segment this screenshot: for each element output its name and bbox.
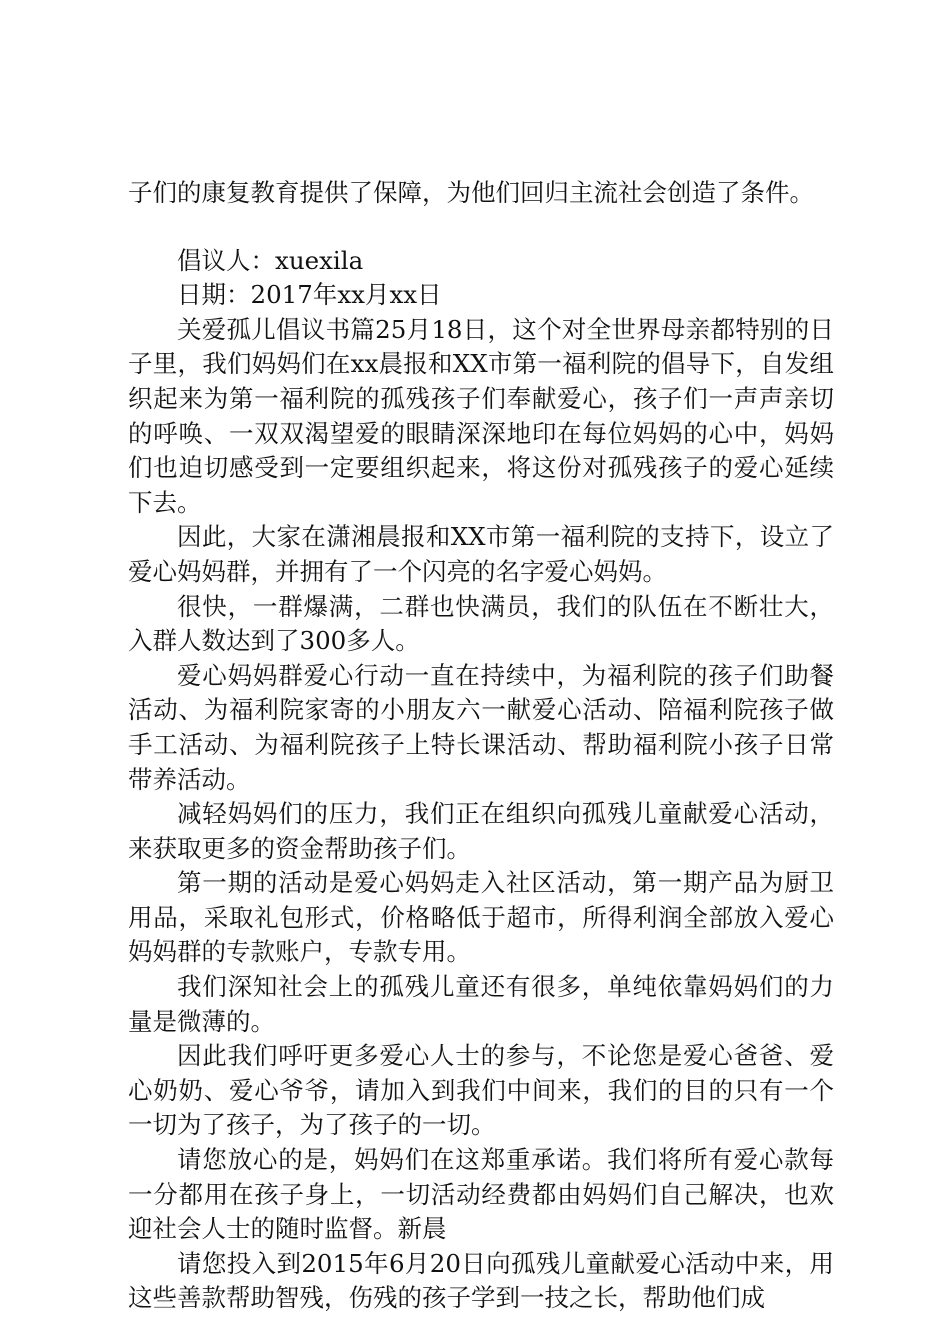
paragraph-3: 很快，一群爆满，二群也快满员，我们的队伍在不断壮大，入群人数达到了300多人。 [128,591,834,656]
paragraph-5: 减轻妈妈们的压力，我们正在组织向孤残儿童献爱心活动，来获取更多的资金帮助孩子们。 [128,799,834,863]
paragraph-2: 因此，大家在潇湘晨报和XX市第一福利院的支持下，设立了爱心妈妈群，并拥有了一个闪亮的名字爱心妈妈。 [128,522,834,586]
paragraph-6: 第一期的活动是爱心妈妈走入社区活动，第一期产品为厨卫用品，采取礼包形式，价格略低于超市，所得利润全部放入爱心妈妈群的专款账户，专款专用。 [128,868,834,967]
paragraph-1: 关爱孤儿倡议书篇25月18日，这个对全世界母亲都特别的日子里，我们妈妈们在xx晨报和XX市第一福利院的倡导下，自发组织起来为第一福利院的孤残孩子们奉献爱心，孩子们一声声亲切的呼唤、一双双渴望爱的眼睛深深地印在每位妈妈的心中，妈妈们也迫切感受到一定要组织起来，将这份对孤残孩子的爱心延续下去。 [128,314,834,517]
paragraph-gap [128,211,834,244]
paragraph-10: 请您投入到2015年6月20日向孤残儿童献爱心活动中来，用这些善款帮助智残，伤残的孩子学到一技之长，帮助他们成 [128,1248,834,1313]
paragraph-9: 请您放心的是，妈妈们在这郑重承诺。我们将所有爱心款每一分都用在孩子身上，一切活动经费都由妈妈们自己解决，也欢迎社会人士的随时监督。新晨 [128,1145,834,1244]
document-body [128,176,834,1316]
initiator-line: 倡议人：xuexila [177,245,364,275]
paragraph-4: 爱心妈妈群爱心行动一直在持续中，为福利院的孩子们助餐活动、为福利院家寄的小朋友六一献爱心活动、陪福利院孩子做手工活动、为福利院孩子上特长课活动、帮助福利院小孩子日常带养活动。 [128,660,834,794]
paragraph-8: 因此我们呼吁更多爱心人士的参与，不论您是爱心爸爸、爱心奶奶、爱心爷爷，请加入到我们中间来，我们的目的只有一个一切为了孩子，为了孩子的一切。 [128,1041,834,1140]
date-line: 日期：2017年xx月xx日 [177,280,442,310]
opening-line: 子们的康复教育提供了保障，为他们回归主流社会创造了条件。 [128,178,814,207]
paragraph-7: 我们深知社会上的孤残儿童还有很多，单纯依靠妈妈们的力量是微薄的。 [128,972,834,1036]
